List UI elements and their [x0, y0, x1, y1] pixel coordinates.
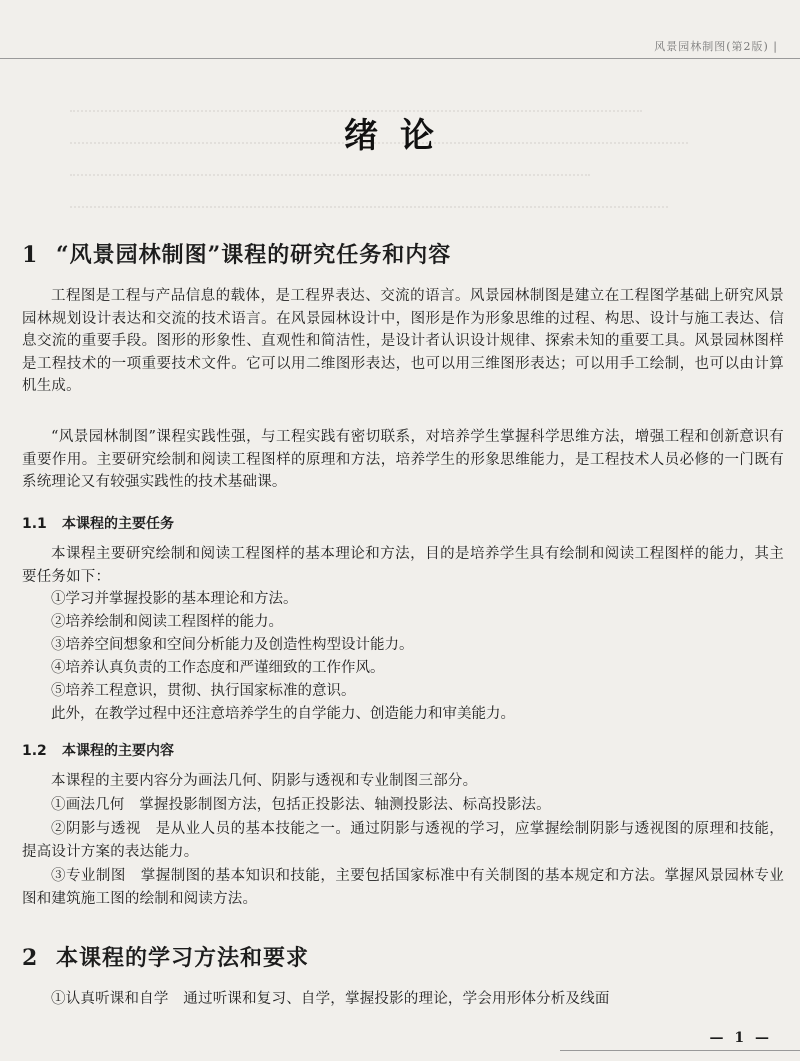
list-item: ①学习并掌握投影的基本理论和方法。 [51, 591, 298, 607]
section-title: 本课程的学习方法和要求 [56, 945, 310, 971]
section-number: 1.1 [22, 516, 47, 532]
list-item: ②培养绘制和阅读工程图样的能力。 [51, 614, 283, 630]
section-2-heading [22, 941, 309, 972]
list-item: ⑤培养工程意识，贯彻、执行国家标准的意识。 [51, 683, 356, 699]
section-title: 本课程的主要内容 [62, 743, 174, 759]
section-number: 2 [22, 945, 39, 971]
section-title: 本课程的主要任务 [62, 516, 174, 532]
list-item: ②阴影与透视 是从业人员的基本技能之一。通过阴影与透视的学习，应掌握绘制阴影与透视图的原理和技能，提高设计方案的表达能力。 [22, 821, 784, 860]
paragraph: 此外，在教学过程中还注意培养学生的自学能力、创造能力和审美能力。 [51, 706, 515, 722]
list-item: ④培养认真负责的工作态度和严谨细致的工作作风。 [51, 660, 385, 676]
paragraph: 本课程主要研究绘制和阅读工程图样的基本理论和方法，目的是培养学生具有绘制和阅读工程图样的能力，其主要任务如下： [22, 546, 784, 585]
section-1-2-heading [22, 740, 174, 760]
chapter-title: 绪论 [344, 116, 456, 156]
section-number: 1.2 [22, 743, 47, 759]
list-item: ③培养空间想象和空间分析能力及创造性构型设计能力。 [51, 637, 414, 653]
paragraph: 工程图是工程与产品信息的载体，是工程界表达、交流的语言。风景园林制图是建立在工程图学基础上研究风景园林规划设计表达和交流的技术语言。在风景园林设计中，图形是作为形象思维的过程、构思、设计与施工表达、信息交流的重要手段。图形的形象性、直观性和简洁性，是设计者认识设计规律、探索未知的重要工具。风景园林图样是工程技术的一项重要技术文件。它可以用二维图形表达，也可以用三维图形表达；可以用手工绘制，也可以由计算机生成。 [22, 288, 784, 394]
footer-rule [560, 1050, 800, 1051]
list-item: ③专业制图 掌握制图的基本知识和技能，主要包括国家标准中有关制图的基本规定和方法。掌握风景园林专业图和建筑施工图的绘制和阅读方法。 [22, 868, 784, 907]
paragraph: ①认真听课和自学 通过听课和复习、自学，掌握投影的理论，学会用形体分析及线面 [51, 991, 610, 1007]
list-item: ①画法几何 掌握投影制图方法，包括正投影法、轴测投影法、标高投影法。 [51, 797, 551, 813]
section-1-heading [22, 238, 451, 269]
paragraph: 本课程的主要内容分为画法几何、阴影与透视和专业制图三部分。 [51, 773, 478, 789]
section-1-1-heading [22, 513, 174, 533]
section-title: “风景园林制图”课程的研究任务和内容 [56, 242, 452, 268]
running-header: 风景园林制图(第2版) | [654, 40, 778, 53]
page-number: — 1 — [709, 1030, 772, 1046]
section-number: 1 [22, 242, 39, 268]
header-rule [0, 58, 800, 59]
bleed-line [70, 176, 668, 208]
paragraph: “风景园林制图”课程实践性强，与工程实践有密切联系，对培养学生掌握科学思维方法，增强工程和创新意识有重要作用。主要研究绘制和阅读工程图样的原理和方法，培养学生的形象思维能力，是工程技术人员必修的一门既有系统理论又有较强实践性的技术基础课。 [22, 429, 784, 490]
